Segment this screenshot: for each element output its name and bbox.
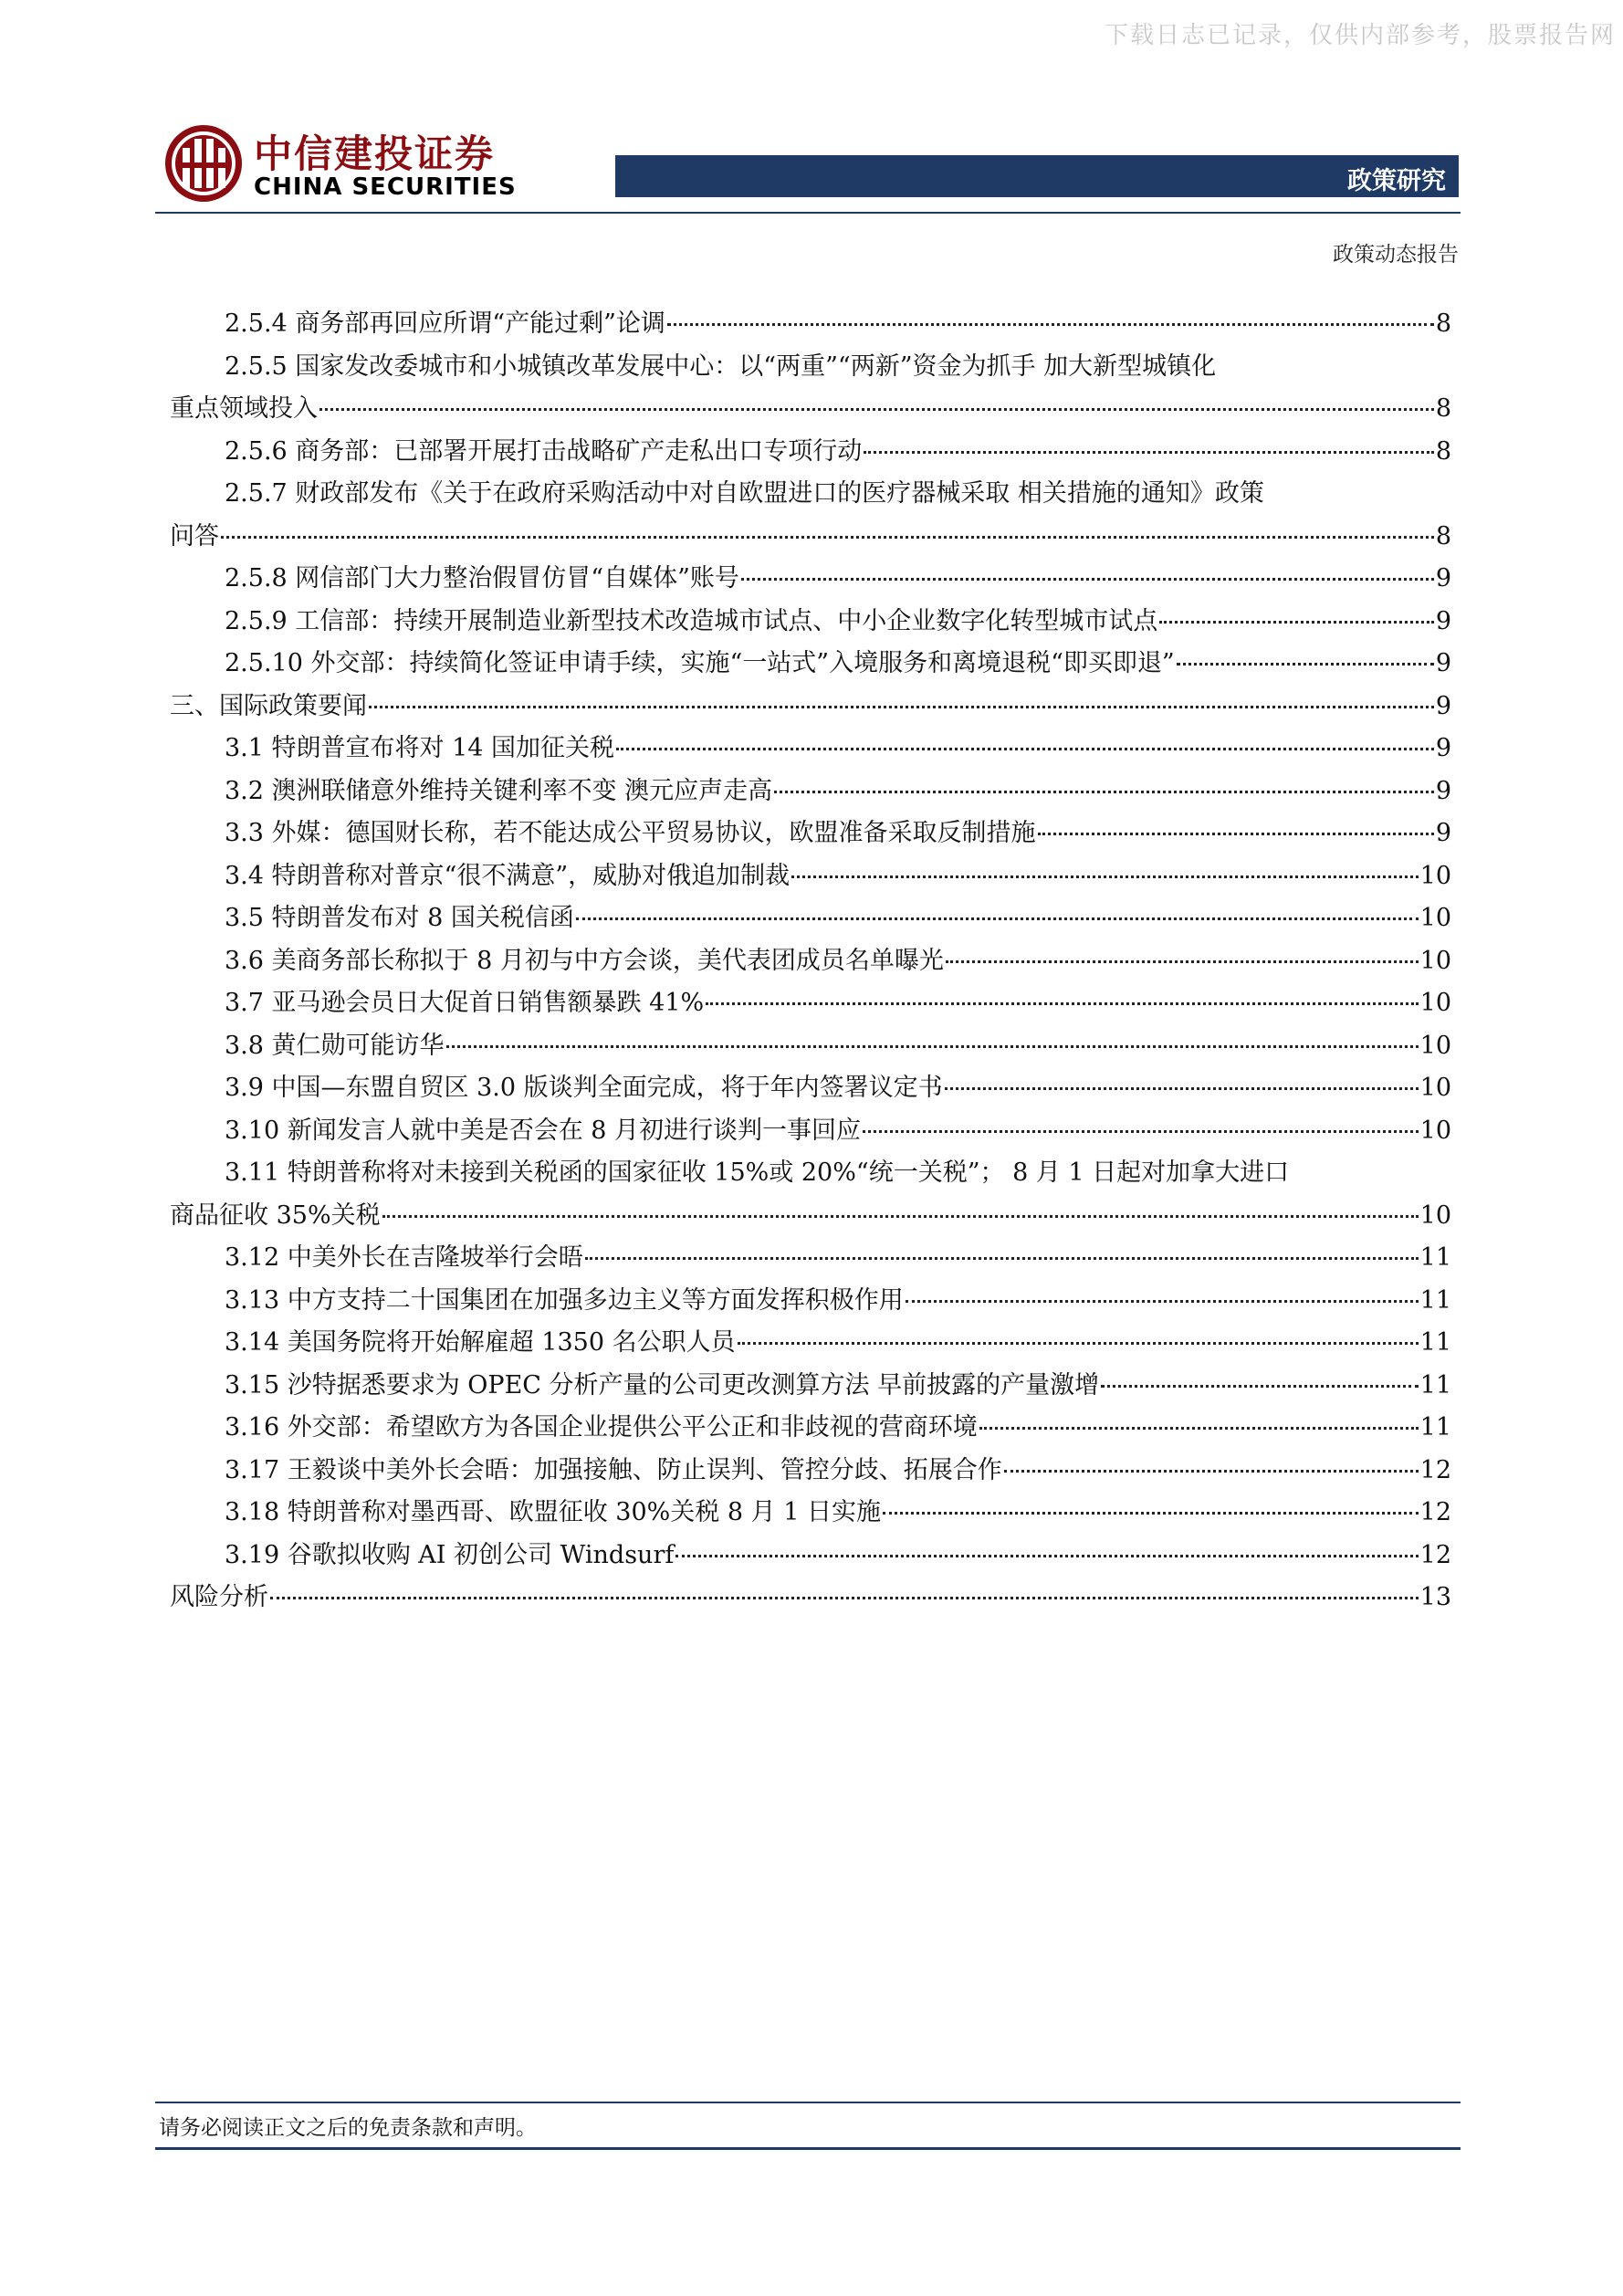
disclaimer-text: 请务必阅读正文之后的免责条款和声明。 <box>159 2116 537 2140</box>
logo-emblem-icon <box>162 122 245 204</box>
footer-divider-top <box>155 2102 1461 2103</box>
toc-page-number: 9 <box>1435 649 1451 677</box>
toc-page-number: 8 <box>1435 521 1451 550</box>
toc-dot-leader <box>863 1130 1419 1133</box>
toc-dot-leader <box>883 1512 1419 1515</box>
toc-entry-title: 3.7 亚马逊会员日大促首日销售额暴跌 41% <box>225 989 705 1017</box>
toc-entry-title: 3.12 中美外长在吉隆坡举行会晤 <box>225 1243 583 1272</box>
toc-page-number: 11 <box>1419 1413 1451 1442</box>
toc-page-number: 12 <box>1419 1455 1451 1484</box>
toc-entry[interactable] <box>170 897 1451 940</box>
toc-page-number: 13 <box>1419 1583 1451 1611</box>
toc-dot-leader <box>979 1427 1419 1430</box>
toc-page-number: 10 <box>1419 1116 1451 1145</box>
toc-entry-title: 3.11 特朗普称将对未接到关税函的国家征收 15%或 20%“统一关税”； 8 月 1 日起对加拿大进口 <box>225 1158 1290 1187</box>
toc-entry[interactable] <box>170 346 1451 431</box>
toc-entry[interactable] <box>170 1492 1451 1535</box>
toc-entry[interactable] <box>170 1152 1451 1237</box>
toc-entry-title: 3.5 特朗普发布对 8 国关税信函 <box>225 904 574 932</box>
toc-page-number: 9 <box>1435 606 1451 635</box>
toc-entry[interactable] <box>170 686 1451 729</box>
toc-entry[interactable] <box>170 303 1451 346</box>
report-type-label: 政策动态报告 <box>1333 243 1459 267</box>
toc-dot-leader <box>741 578 1434 581</box>
toc-page-number: 8 <box>1435 394 1451 423</box>
toc-entry[interactable] <box>170 431 1451 474</box>
toc-entry[interactable] <box>170 1237 1451 1280</box>
toc-entry[interactable] <box>170 1365 1451 1408</box>
toc-entry-title: 3.15 沙特据悉要求为 OPEC 分析产量的公司更改测算方法 早前披露的产量激增 <box>225 1370 1100 1400</box>
toc-dot-leader <box>864 451 1434 454</box>
toc-entry-title: 2.5.5 国家发改委城市和小城镇改革发展中心：以“两重”“两新”资金为抓手 加大新型城镇化 <box>225 351 1217 381</box>
toc-entry-title: 3.14 美国务院将开始解雇超 1350 名公职人员 <box>225 1328 736 1357</box>
toc-dot-leader <box>946 960 1419 963</box>
toc-dot-leader <box>1004 1470 1419 1473</box>
toc-entry[interactable] <box>170 855 1451 898</box>
toc-entry-title: 三、国际政策要闻 <box>170 691 367 720</box>
toc-page-number: 10 <box>1419 1074 1451 1102</box>
toc-entry-title-continued: 商品征收 35%关税 <box>170 1200 381 1230</box>
toc-entry[interactable] <box>170 1407 1451 1450</box>
toc-entry[interactable] <box>170 940 1451 983</box>
toc-dot-leader <box>221 536 1434 539</box>
toc-entry-title: 3.9 中国—东盟自贸区 3.0 版谈判全面完成，将于年内签署议定书 <box>225 1074 943 1102</box>
toc-entry-title: 风险分析 <box>170 1583 268 1611</box>
toc-page-number: 11 <box>1419 1243 1451 1272</box>
section-label: 政策研究 <box>1347 167 1446 195</box>
toc-page-number: 10 <box>1419 904 1451 932</box>
toc-dot-leader <box>576 917 1419 920</box>
toc-page-number: 11 <box>1419 1328 1451 1357</box>
section-header-bar <box>615 155 1459 197</box>
toc-dot-leader <box>369 706 1434 708</box>
toc-page-number: 10 <box>1419 989 1451 1017</box>
toc-page-number: 11 <box>1419 1285 1451 1315</box>
toc-dot-leader <box>675 1555 1418 1557</box>
toc-page-number: 9 <box>1435 819 1451 847</box>
toc-entry[interactable] <box>170 473 1451 558</box>
toc-entry-title: 2.5.8 网信部门大力整治假冒仿冒“自媒体”账号 <box>225 564 739 592</box>
toc-entry-title: 2.5.7 财政部发布《关于在政府采购活动中对自欧盟进口的医疗器械采取 相关措施的通知》政策 <box>225 479 1264 508</box>
footer-divider-bottom <box>155 2147 1461 2150</box>
toc-page-number: 10 <box>1419 946 1451 975</box>
toc-page-number: 9 <box>1435 776 1451 805</box>
toc-entry-title: 3.16 外交部：希望欧方为各国企业提供公平公正和非歧视的营商环境 <box>225 1413 978 1442</box>
toc-entry-title: 3.2 澳洲联储意外维持关键利率不变 澳元应声走高 <box>225 776 773 805</box>
header-divider <box>155 212 1461 214</box>
toc-entry-title: 3.6 美商务部长称拟于 8 月初与中方会谈，美代表团成员名单曝光 <box>225 946 944 975</box>
toc-entry-title: 3.4 特朗普称对普京“很不满意”，威胁对俄追加制裁 <box>225 861 791 890</box>
toc-entry-title: 3.13 中方支持二十国集团在加强多边主义等方面发挥积极作用 <box>225 1285 904 1315</box>
toc-entry[interactable] <box>170 1577 1451 1620</box>
toc-entry-title: 2.5.10 外交部：持续简化签证申请手续，实施“一站式”入境服务和离境退税“即买即退” <box>225 649 1175 677</box>
toc-entry-title-continued: 问答 <box>170 521 219 550</box>
toc-dot-leader <box>706 1002 1419 1005</box>
toc-page-number: 10 <box>1419 1200 1451 1230</box>
toc-entry[interactable] <box>170 1110 1451 1153</box>
toc-page-number: 8 <box>1435 436 1451 466</box>
toc-entry[interactable] <box>170 982 1451 1025</box>
toc-dot-leader <box>774 791 1434 793</box>
toc-entry-title: 3.10 新闻发言人就中美是否会在 8 月初进行谈判一事回应 <box>225 1116 862 1145</box>
toc-entry-title: 3.18 特朗普称对墨西哥、欧盟征收 30%关税 8 月 1 日实施 <box>225 1498 881 1526</box>
toc-dot-leader <box>667 323 1434 326</box>
toc-dot-leader <box>1177 663 1434 666</box>
toc-entry-title: 2.5.6 商务部：已部署开展打击战略矿产走私出口专项行动 <box>225 436 863 466</box>
toc-dot-leader <box>1038 833 1434 835</box>
toc-entry-title-continued: 重点领域投入 <box>170 394 318 423</box>
toc-entry[interactable] <box>170 1450 1451 1493</box>
toc-page-number: 10 <box>1419 1031 1451 1060</box>
toc-entry[interactable] <box>170 558 1451 601</box>
company-logo <box>162 117 546 217</box>
toc-entry[interactable] <box>170 643 1451 686</box>
toc-entry[interactable] <box>170 1025 1451 1068</box>
toc-page-number: 11 <box>1419 1370 1451 1400</box>
toc-dot-leader <box>585 1257 1419 1260</box>
toc-dot-leader <box>945 1087 1419 1090</box>
toc-entry-title: 3.19 谷歌拟收购 AI 初创公司 Windsurf <box>225 1540 675 1569</box>
toc-entry-title: 3.8 黄仁勋可能访华 <box>225 1031 445 1060</box>
toc-dot-leader <box>446 1045 1419 1048</box>
brand-name-en: CHINA SECURITIES <box>254 173 517 201</box>
toc-page-number: 10 <box>1419 861 1451 890</box>
toc-page-number: 12 <box>1419 1540 1451 1569</box>
toc-dot-leader <box>738 1342 1419 1345</box>
toc-entry[interactable] <box>170 1322 1451 1365</box>
toc-entry-title: 3.17 王毅谈中美外长会晤：加强接触、防止误判、管控分歧、拓展合作 <box>225 1455 1002 1484</box>
toc-entry[interactable] <box>170 813 1451 855</box>
brand-name-cn: 中信建投证券 <box>254 131 496 176</box>
toc-dot-leader <box>270 1597 1419 1599</box>
toc-dot-leader <box>906 1300 1419 1303</box>
toc-entry-title: 2.5.4 商务部再回应所谓“产能过剩”论调 <box>225 309 665 338</box>
toc-entry-title: 2.5.9 工信部：持续开展制造业新型技术改造城市试点、中小企业数字化转型城市试点 <box>225 606 1158 635</box>
toc-dot-leader <box>319 408 1434 411</box>
toc-dot-leader <box>1101 1385 1419 1388</box>
toc-entry-title: 3.3 外媒：德国财长称，若不能达成公平贸易协议，欧盟准备采取反制措施 <box>225 819 1036 847</box>
toc-dot-leader <box>616 748 1434 750</box>
table-of-contents <box>170 303 1451 1620</box>
toc-entry-title: 3.1 特朗普宣布将对 14 国加征关税 <box>225 734 615 762</box>
toc-entry[interactable] <box>170 728 1451 771</box>
toc-dot-leader <box>1159 621 1434 624</box>
watermark-text: 下载日志已记录，仅供内部参考，股票报告网 <box>1104 22 1616 49</box>
toc-entry[interactable] <box>170 1535 1451 1578</box>
toc-page-number: 12 <box>1419 1498 1451 1526</box>
toc-entry[interactable] <box>170 1280 1451 1323</box>
toc-dot-leader <box>791 875 1419 878</box>
toc-page-number: 9 <box>1435 734 1451 762</box>
toc-entry[interactable] <box>170 771 1451 813</box>
toc-page-number: 9 <box>1435 691 1451 720</box>
toc-page-number: 9 <box>1435 564 1451 592</box>
toc-page-number: 8 <box>1435 309 1451 338</box>
toc-entry[interactable] <box>170 1067 1451 1110</box>
toc-entry[interactable] <box>170 601 1451 644</box>
toc-dot-leader <box>382 1215 1419 1218</box>
